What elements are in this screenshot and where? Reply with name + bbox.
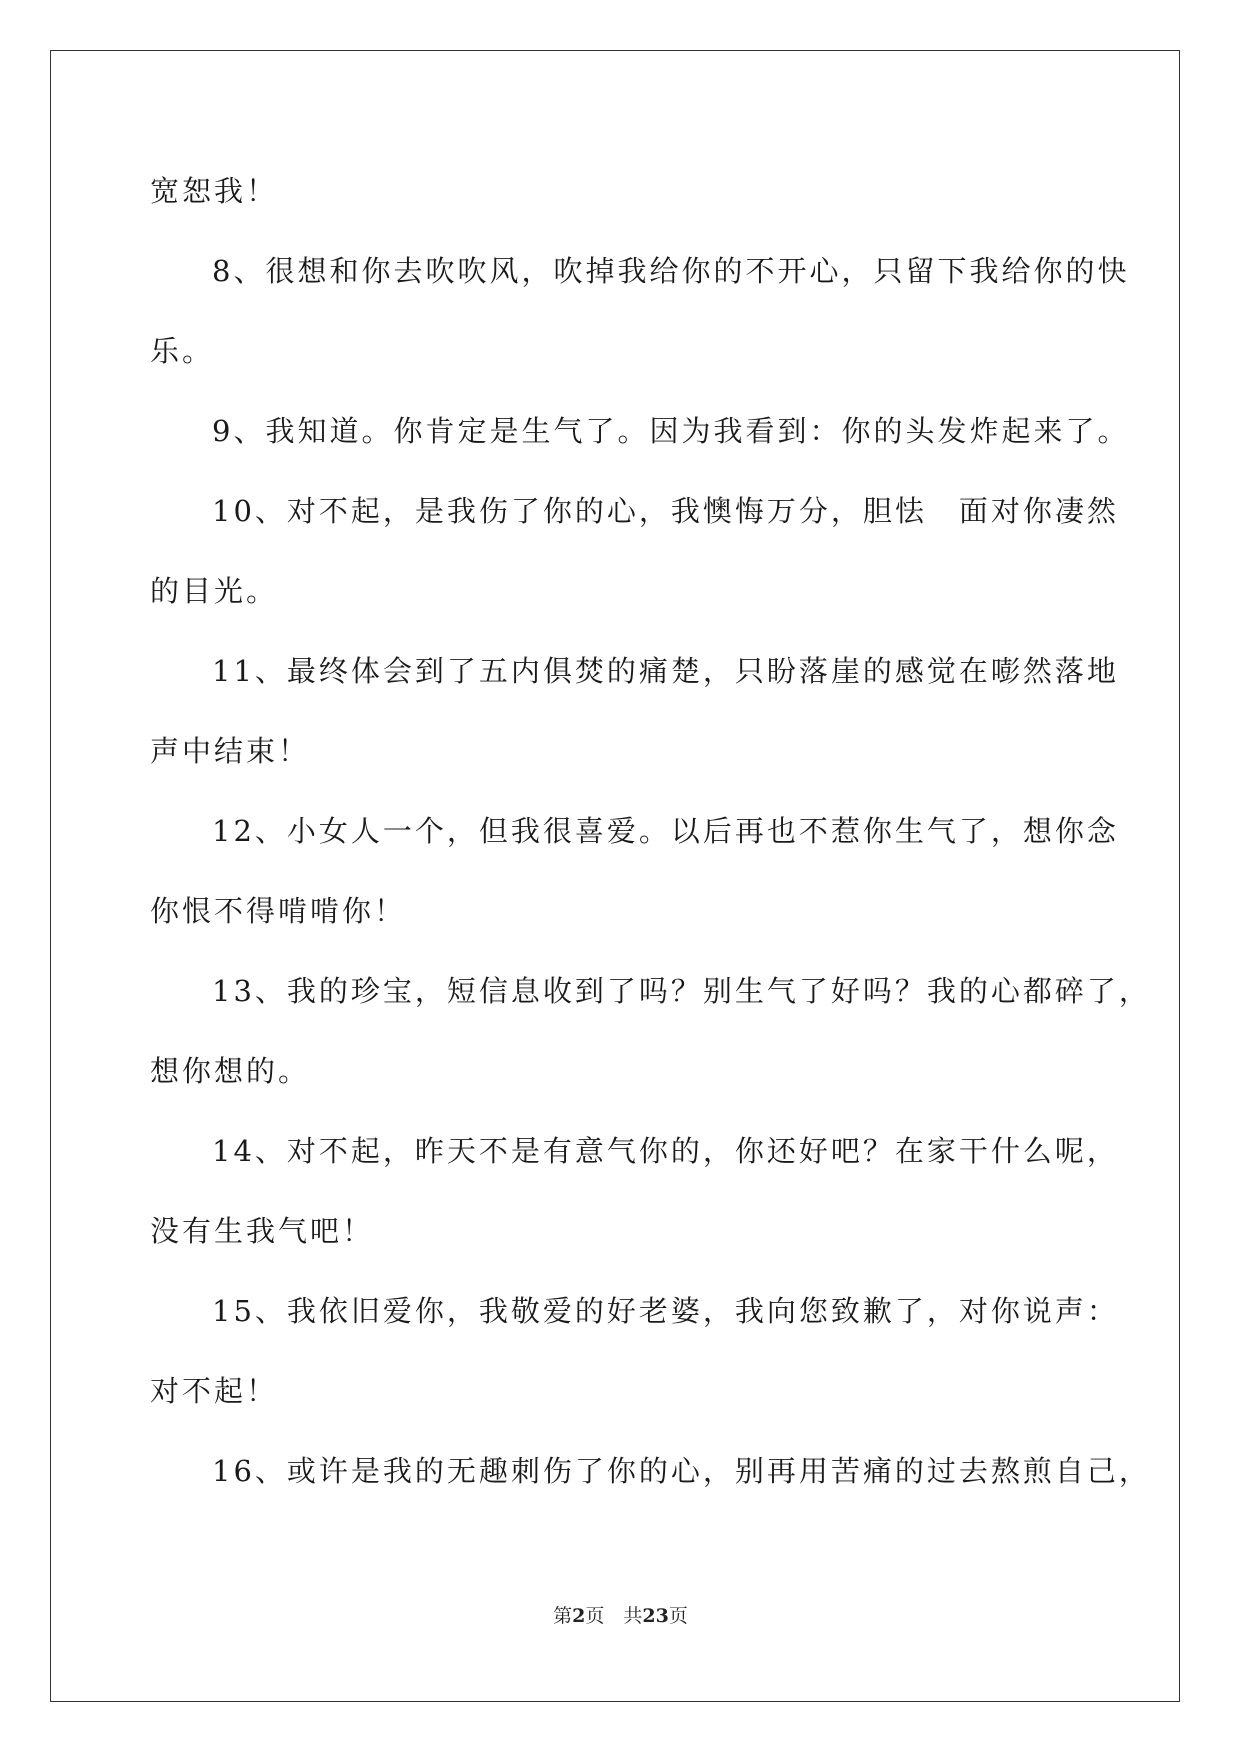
text-line: 16、或许是我的无趣刺伤了你的心，别再用苦痛的过去熬煎自己， [212, 1454, 1151, 1488]
text-line: 声中结束！ [150, 734, 311, 768]
text-line: 14、对不起，昨天不是有意气你的，你还好吧？在家干什么呢， [212, 1134, 1119, 1168]
text-line: 13、我的珍宝，短信息收到了吗？别生气了好吗？我的心都碎了， [212, 974, 1151, 1008]
text-line: 宽恕我！ [150, 174, 279, 208]
text-line: 你恨不得啃啃你！ [150, 894, 407, 928]
text-line: 想你想的。 [150, 1054, 311, 1088]
page-current: 2 [572, 1605, 586, 1627]
text-line: 9、我知道。你肯定是生气了。因为我看到：你的头发炸起来了。 [212, 414, 1130, 448]
total-prefix: 共 [623, 1605, 643, 1627]
text-line: 对不起！ [150, 1374, 279, 1408]
text-line: 11、最终体会到了五内俱焚的痛楚，只盼落崖的感觉在嘭然落地 [212, 654, 1119, 688]
text-line: 15、我依旧爱你，我敬爱的好老婆，我向您致歉了，对你说声： [212, 1294, 1119, 1328]
text-line: 没有生我气吧！ [150, 1214, 375, 1248]
text-line: 12、小女人一个，但我很喜爱。以后再也不惹你生气了，想你念 [212, 814, 1119, 848]
total-suffix: 页 [668, 1605, 688, 1627]
text-line: 乐。 [150, 334, 215, 368]
page-suffix: 页 [585, 1605, 605, 1627]
page-prefix: 第 [553, 1605, 573, 1627]
page-footer [0, 1604, 1241, 1628]
text-line: 10、对不起，是我伤了你的心，我懊悔万分，胆怯 面对你凄然 [212, 494, 1119, 528]
text-line: 8、很想和你去吹吹风，吹掉我给你的不开心，只留下我给你的快 [212, 254, 1130, 288]
text-line: 的目光。 [150, 574, 279, 608]
page-total: 23 [642, 1605, 669, 1627]
